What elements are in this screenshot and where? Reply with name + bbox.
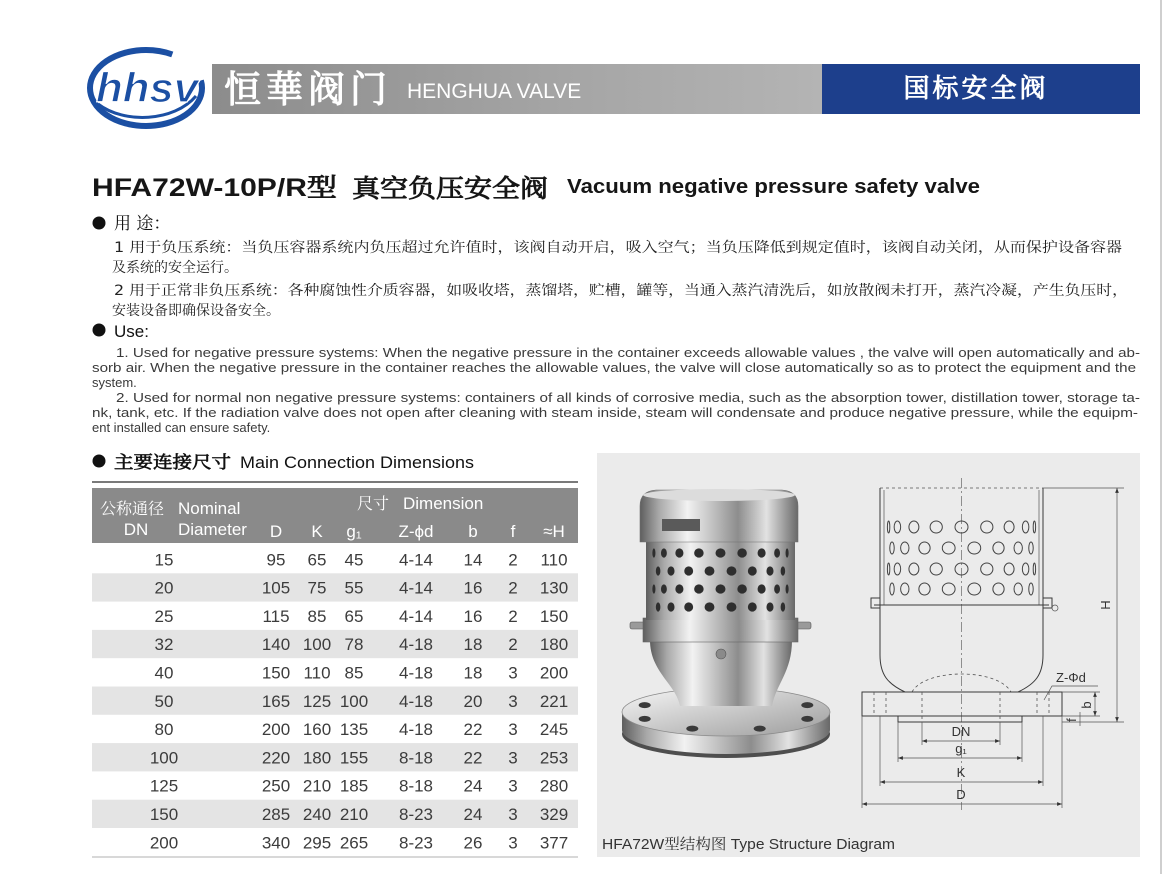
usage-line-en: sorb air. When the negative pressure in the container reaches the allowable values, the valve will close automatically so as to protect the equipment and the bbox=[92, 360, 1136, 375]
dimension-cell: 110 bbox=[303, 663, 331, 683]
vent-hole bbox=[748, 566, 757, 575]
dimension-cell: 130 bbox=[539, 578, 569, 598]
dimension-cell: 377 bbox=[539, 833, 569, 853]
dimension-cell: 26 bbox=[463, 833, 483, 853]
dimension-cell: 155 bbox=[339, 748, 369, 768]
dimension-cell: 2 bbox=[508, 550, 518, 570]
diagram-caption: HFA72W型结构图 Type Structure Diagram bbox=[602, 836, 885, 853]
bolt-hole bbox=[801, 702, 813, 708]
company-name-cn: 恒華阀门 bbox=[224, 67, 392, 111]
dimension-cell: 200 bbox=[261, 720, 291, 740]
product-name-en: Vacuum negative pressure safety valve bbox=[567, 176, 980, 198]
vent-hole bbox=[667, 602, 674, 611]
vent-hole bbox=[667, 566, 674, 575]
header-dimension-cn: 尺寸 bbox=[357, 494, 390, 513]
vent-hole bbox=[758, 584, 766, 593]
label-dn: DN bbox=[951, 724, 971, 739]
model-number: HFA72W-10P/R型 bbox=[92, 174, 337, 202]
vent-hole bbox=[684, 602, 693, 611]
usage-line-en: ent installed can ensure safety. bbox=[92, 420, 271, 435]
dimension-cell: 245 bbox=[539, 720, 569, 740]
bullet-icon bbox=[93, 324, 106, 337]
body-knob bbox=[716, 649, 726, 659]
vent-hole bbox=[774, 584, 780, 593]
usage-line-en: nk, tank, etc. If the radiation valve does not open after cleaning with steam inside, steam will condensate and produce negative pressure, while the equipm- bbox=[92, 405, 1138, 420]
dimensions-heading-en: Main Connection Dimensions bbox=[240, 453, 474, 472]
dimension-cell: 55 bbox=[344, 578, 364, 598]
column-header: D bbox=[269, 522, 283, 541]
dimension-cell: 65 bbox=[307, 550, 327, 570]
table-row bbox=[155, 720, 569, 739]
bolt-hole bbox=[686, 726, 698, 732]
dn-cell: 100 bbox=[149, 748, 179, 768]
dimension-cell: 8-18 bbox=[398, 748, 434, 768]
vent-hole bbox=[786, 548, 789, 557]
dimension-cell: 24 bbox=[463, 805, 483, 824]
bullet-icon bbox=[93, 455, 106, 468]
category-banner bbox=[822, 64, 1140, 114]
vent-hole bbox=[774, 548, 780, 557]
label-k: K bbox=[956, 765, 966, 780]
name-plate bbox=[662, 519, 700, 531]
vent-hole bbox=[652, 584, 655, 593]
vent-hole bbox=[716, 548, 726, 557]
dn-cell: 20 bbox=[154, 578, 174, 598]
dimension-cell: 4-18 bbox=[398, 720, 434, 740]
usage-line-cn: 1 用于负压系统：当负压容器系统内负压超过允许值时，该阀自动开启，吸入空气；当负压降低到规定值时，该阀自动关闭，从而保护设备容器 bbox=[114, 240, 996, 256]
dimension-cell: 4-14 bbox=[398, 578, 434, 598]
dimension-cell: 4-14 bbox=[398, 606, 434, 626]
dimension-cell: 3 bbox=[508, 833, 518, 853]
dimension-cell: 2 bbox=[508, 635, 518, 655]
header-dimension-en: Dimension bbox=[403, 494, 484, 513]
dimension-cell: 100 bbox=[339, 691, 369, 711]
dimension-cell: 185 bbox=[339, 776, 369, 796]
vent-hole bbox=[716, 584, 726, 593]
dimension-cell: 75 bbox=[307, 578, 327, 598]
header-nominal-en: Nominal bbox=[178, 499, 241, 518]
dimension-cell: 253 bbox=[539, 748, 569, 768]
vent-hole bbox=[661, 584, 667, 593]
category-label: 国标安全阀 bbox=[903, 74, 1049, 104]
vent-hole bbox=[781, 602, 786, 611]
table-row bbox=[92, 743, 578, 771]
bullet-icon bbox=[93, 217, 106, 230]
usage-line-cn: 安装设备即确保设备安全。 bbox=[112, 303, 280, 319]
column-header: f bbox=[510, 522, 516, 541]
header-nominal-cn: 公称通径 bbox=[100, 499, 165, 518]
dimension-cell: 4-14 bbox=[398, 550, 434, 570]
dn-cell: 125 bbox=[149, 776, 179, 796]
dimension-cell: 221 bbox=[539, 691, 569, 711]
dimension-cell: 8-23 bbox=[398, 805, 434, 824]
dimension-cell: 200 bbox=[539, 663, 569, 683]
dimension-cell: 110 bbox=[540, 550, 568, 570]
bolt-hole bbox=[801, 716, 813, 722]
header-diameter: Diameter bbox=[178, 520, 247, 539]
vent-hole bbox=[727, 602, 737, 611]
dimension-cell: 180 bbox=[539, 635, 569, 655]
vent-hole bbox=[705, 566, 715, 575]
dimension-cell: 240 bbox=[302, 805, 332, 824]
label-g1: g₁ bbox=[955, 741, 967, 756]
product-name-cn: 真空负压安全阀 bbox=[352, 174, 548, 203]
vent-hole bbox=[675, 584, 683, 593]
dimension-cell: 22 bbox=[463, 748, 483, 768]
table-row bbox=[155, 664, 569, 683]
dimension-cell: 340 bbox=[261, 833, 291, 853]
dimension-cell: 135 bbox=[339, 720, 369, 740]
vent-hole bbox=[705, 602, 715, 611]
vent-hole bbox=[786, 584, 789, 593]
dimension-cell: 115 bbox=[262, 606, 290, 626]
vent-hole bbox=[652, 548, 655, 557]
table-body bbox=[92, 550, 578, 852]
dimension-cell: 24 bbox=[463, 776, 483, 796]
dimension-cell: 3 bbox=[508, 776, 518, 796]
table-header-bg bbox=[92, 488, 578, 543]
dimension-cell: 4-18 bbox=[398, 663, 434, 683]
column-header: K bbox=[311, 522, 323, 541]
dn-cell: 150 bbox=[149, 805, 179, 824]
dimension-cell: 95 bbox=[266, 550, 286, 570]
label-f: f bbox=[1064, 718, 1079, 722]
dimension-cell: 3 bbox=[508, 691, 518, 711]
cap-top-surface bbox=[643, 489, 795, 501]
label-b: b bbox=[1079, 701, 1094, 709]
vent-hole bbox=[766, 602, 773, 611]
dimension-cell: 295 bbox=[302, 833, 332, 853]
dimension-cell: 329 bbox=[539, 805, 569, 824]
dimensions-table bbox=[92, 482, 578, 857]
dimension-cell: 3 bbox=[508, 805, 518, 824]
usage-line-en: 2. Used for normal non negative pressure systems: containers of all kinds of corrosive media, such as the absorption tower, distillation tower, storage ta- bbox=[116, 390, 1140, 405]
dimension-cell: 3 bbox=[508, 663, 518, 683]
dimension-cell: 180 bbox=[302, 748, 332, 768]
vent-hole bbox=[694, 548, 704, 557]
dimension-cell: 250 bbox=[261, 776, 291, 796]
dimension-cell: 16 bbox=[463, 606, 483, 626]
dimension-cell: 280 bbox=[539, 776, 569, 796]
dn-cell: 40 bbox=[154, 663, 174, 683]
dimensions-heading-cn: 主要连接尺寸 bbox=[114, 453, 216, 473]
page-edge-line bbox=[1160, 0, 1162, 874]
vent-hole bbox=[656, 566, 661, 575]
dimension-cell: 3 bbox=[508, 720, 518, 740]
vent-hole bbox=[684, 566, 693, 575]
table-row bbox=[92, 630, 578, 658]
company-name-en: HENGHUA VALVE bbox=[407, 80, 582, 103]
vent-hole bbox=[748, 602, 757, 611]
valve-ring-band bbox=[643, 618, 798, 642]
dimension-cell: 210 bbox=[339, 805, 369, 824]
usage-line-en: system. bbox=[92, 375, 137, 390]
dn-cell: 15 bbox=[154, 550, 174, 570]
table-row bbox=[92, 687, 578, 715]
vent-hole bbox=[737, 584, 747, 593]
table-row bbox=[150, 777, 568, 796]
vent-hole bbox=[675, 548, 683, 557]
dn-cell: 80 bbox=[154, 720, 174, 740]
vent-hole bbox=[737, 548, 747, 557]
dimension-cell: 20 bbox=[463, 691, 483, 711]
vent-hole bbox=[727, 566, 737, 575]
label-h: H bbox=[1098, 600, 1113, 610]
dimension-cell: 165 bbox=[261, 691, 291, 711]
dimension-cell: 8-23 bbox=[398, 833, 434, 853]
dimension-cell: 65 bbox=[344, 606, 364, 626]
dimension-cell: 22 bbox=[463, 720, 483, 740]
usage-heading-en: Use: bbox=[114, 322, 149, 341]
column-header: ≈H bbox=[543, 522, 565, 541]
table-row bbox=[155, 550, 568, 569]
dn-cell: 25 bbox=[154, 606, 174, 626]
usage-line-cn: 2 用于正常非负压系统：各种腐蚀性介质容器，如吸收塔，蒸馏塔，贮槽，罐等，当通入蒸汽清洗后，如放散阀未打开，蒸汽冷凝，产生负压时， bbox=[114, 283, 1010, 299]
table-row bbox=[155, 607, 569, 626]
company-logo bbox=[84, 44, 208, 132]
dimension-cell: 85 bbox=[344, 663, 364, 683]
table-row bbox=[150, 833, 568, 852]
dimension-cell: 105 bbox=[261, 578, 291, 598]
bolt-hole bbox=[639, 716, 651, 722]
dimension-cell: 4-18 bbox=[398, 635, 434, 655]
dimension-cell: 150 bbox=[261, 663, 291, 683]
dimension-cell: 2 bbox=[508, 606, 518, 626]
table-row bbox=[92, 800, 578, 828]
vent-hole bbox=[694, 584, 704, 593]
table-row bbox=[92, 573, 578, 601]
dimension-cell: 140 bbox=[261, 635, 291, 655]
dn-cell: 50 bbox=[154, 691, 174, 711]
dimension-cell: 285 bbox=[261, 805, 291, 824]
dimension-cell: 85 bbox=[307, 606, 327, 626]
bolt-hole bbox=[639, 702, 651, 708]
dimension-cell: 2 bbox=[508, 578, 518, 598]
vent-hole bbox=[766, 566, 773, 575]
dimension-cell: 78 bbox=[344, 635, 364, 655]
dimension-cell: 14 bbox=[463, 550, 483, 570]
dimension-cell: 125 bbox=[302, 691, 332, 711]
column-header: b bbox=[468, 522, 478, 541]
vent-hole bbox=[656, 602, 661, 611]
column-header: g₁ bbox=[346, 522, 362, 541]
vent-hole bbox=[781, 566, 786, 575]
dimension-cell: 8-18 bbox=[398, 776, 434, 796]
logo-text: hhsv bbox=[96, 64, 201, 111]
dimension-cell: 220 bbox=[261, 748, 291, 768]
dimension-cell: 265 bbox=[339, 833, 369, 853]
dimension-cell: 160 bbox=[302, 720, 332, 740]
dimension-cell: 18 bbox=[463, 663, 483, 683]
dimension-cell: 3 bbox=[508, 748, 518, 768]
dimension-cell: 18 bbox=[463, 635, 483, 655]
dn-cell: 200 bbox=[149, 833, 179, 853]
usage-line-cn: 及系统的安全运行。 bbox=[112, 260, 238, 276]
label-z-phi-d: Z-Φd bbox=[1056, 670, 1086, 685]
dn-cell: 32 bbox=[154, 635, 174, 655]
vent-hole bbox=[661, 548, 667, 557]
dimension-cell: 45 bbox=[344, 550, 364, 570]
vent-hole bbox=[758, 548, 766, 557]
dimension-cell: 210 bbox=[302, 776, 332, 796]
label-d: D bbox=[956, 787, 966, 802]
usage-heading-cn: 用 途： bbox=[114, 214, 171, 234]
dimension-cell: 16 bbox=[463, 578, 483, 598]
header-dn: DN bbox=[123, 520, 149, 539]
dimension-cell: 150 bbox=[539, 606, 569, 626]
bolt-hole bbox=[754, 726, 766, 732]
usage-line-en: 1. Used for negative pressure systems: When the negative pressure in the container exceeds allowable values , the valve will open automatically and ab- bbox=[116, 345, 1140, 360]
column-header: Z-ϕd bbox=[398, 522, 434, 541]
dimension-cell: 100 bbox=[302, 635, 332, 655]
dimension-cell: 4-18 bbox=[398, 691, 434, 711]
